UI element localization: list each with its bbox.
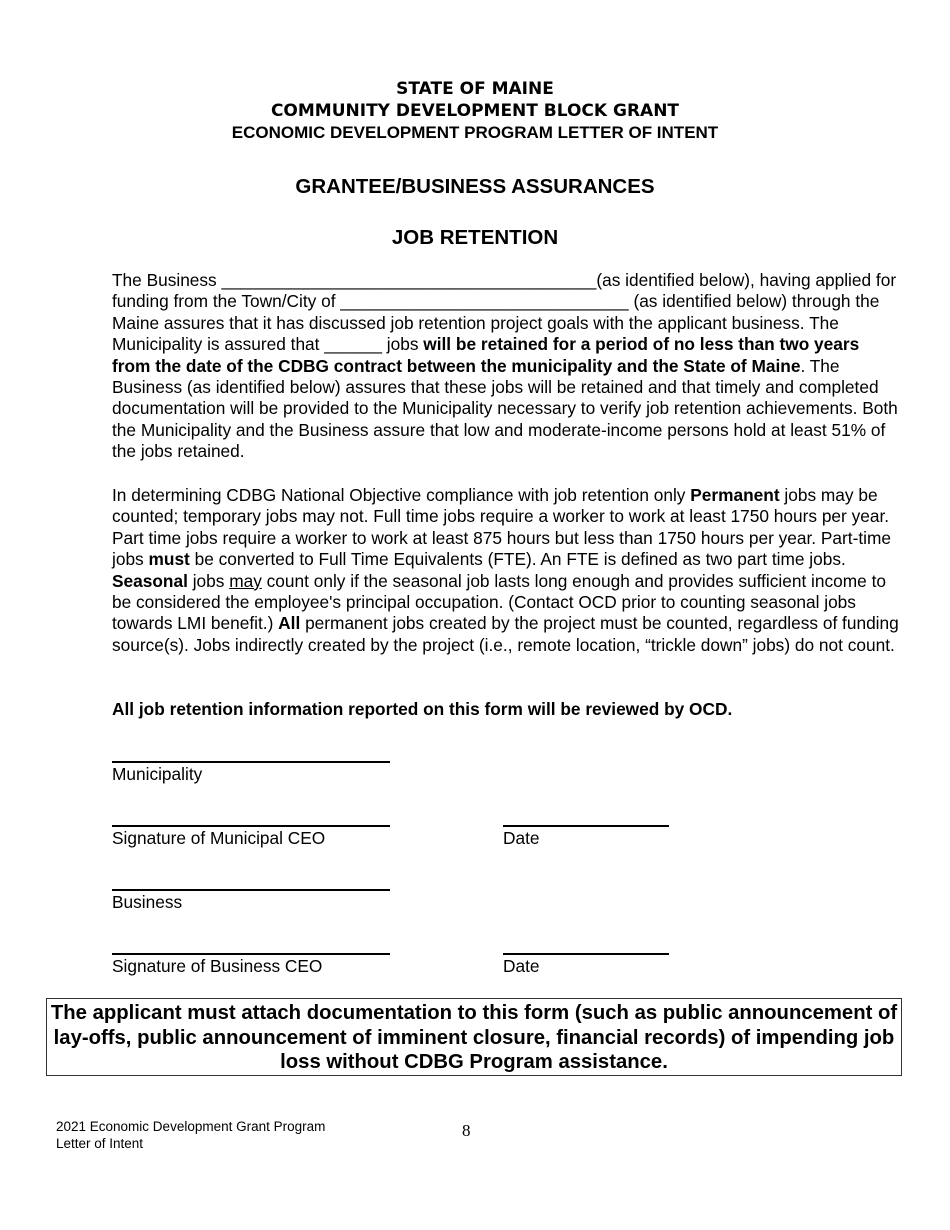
municipality-label: Municipality: [112, 764, 203, 784]
page-number: 8: [462, 1121, 471, 1140]
date-label-1: Date: [503, 828, 540, 848]
town-city-blank: ______________________________: [340, 291, 629, 312]
jobs-count-blank: ______: [324, 334, 382, 355]
section-title: JOB RETENTION: [391, 226, 559, 249]
compliance-paragraph: In determining CDBG National Objective compliance with job retention only Permanent jobs may be counted; temporary jobs may not. Full time jobs require a worker to work at least 1750 hours per year. Part time jobs require a worker to work at least 875 hours but less than 1750 hours per year. Part-time jobs must be converted to Full Time Equivalents (FTE). An FTE is defined as two part time jobs. Seasonal jobs may count only if the seasonal job lasts long enough and provides sufficient income to be considered the employee's principal occupation. (Contact OCD prior to counting seasonal jobs towards LMI benefit.) All permanent jobs created by the project must be counted, regardless of funding source(s). Jobs indirectly created by the project (i.e., remote location, “trickle down” jobs) do not count.: [112, 485, 899, 655]
business-label: Business: [112, 892, 183, 912]
review-statement: All job retention information reported on this form will be reviewed by OCD.: [112, 699, 733, 719]
header-program: COMMUNITY DEVELOPMENT BLOCK GRANT: [270, 101, 680, 121]
business-name-blank: _______________________________________: [221, 270, 597, 290]
footer-program-name: 2021 Economic Development Grant Program Letter of Intent: [56, 1119, 326, 1151]
date-label-2: Date: [503, 956, 540, 976]
header-state: STATE OF MAINE: [396, 79, 554, 99]
page-subtitle: GRANTEE/BUSINESS ASSURANCES: [295, 175, 655, 198]
municipal-ceo-label: Signature of Municipal CEO: [112, 828, 326, 848]
documentation-notice-box: The applicant must attach documentation to this form (such as public announcement of lay-offs, public announcement of imminent closure, financial records) of impending job loss without CDBG Program assistance.: [46, 998, 902, 1076]
header-letter-title: ECONOMIC DEVELOPMENT PROGRAM LETTER OF INTENT: [231, 123, 719, 142]
assurance-paragraph: The Business _______________________________________(as identified below), having applied for funding from the Town/City of ______________________________ (as identified below) through the Maine assures that it has discussed job retention project goals with the applicant business. The Municipality is assured that ______ jobs will be retained for a period of no less than two years from the date of the CDBG contract between the municipality and the State of Maine. The Business (as identified below) assures that these jobs will be retained and that timely and completed documentation will be provided to the Municipality necessary to verify job retention achievements. Both the Municipality and the Business assure that low and moderate-income persons hold at least 51% of the jobs retained.: [112, 270, 898, 462]
business-ceo-label: Signature of Business CEO: [112, 956, 323, 976]
